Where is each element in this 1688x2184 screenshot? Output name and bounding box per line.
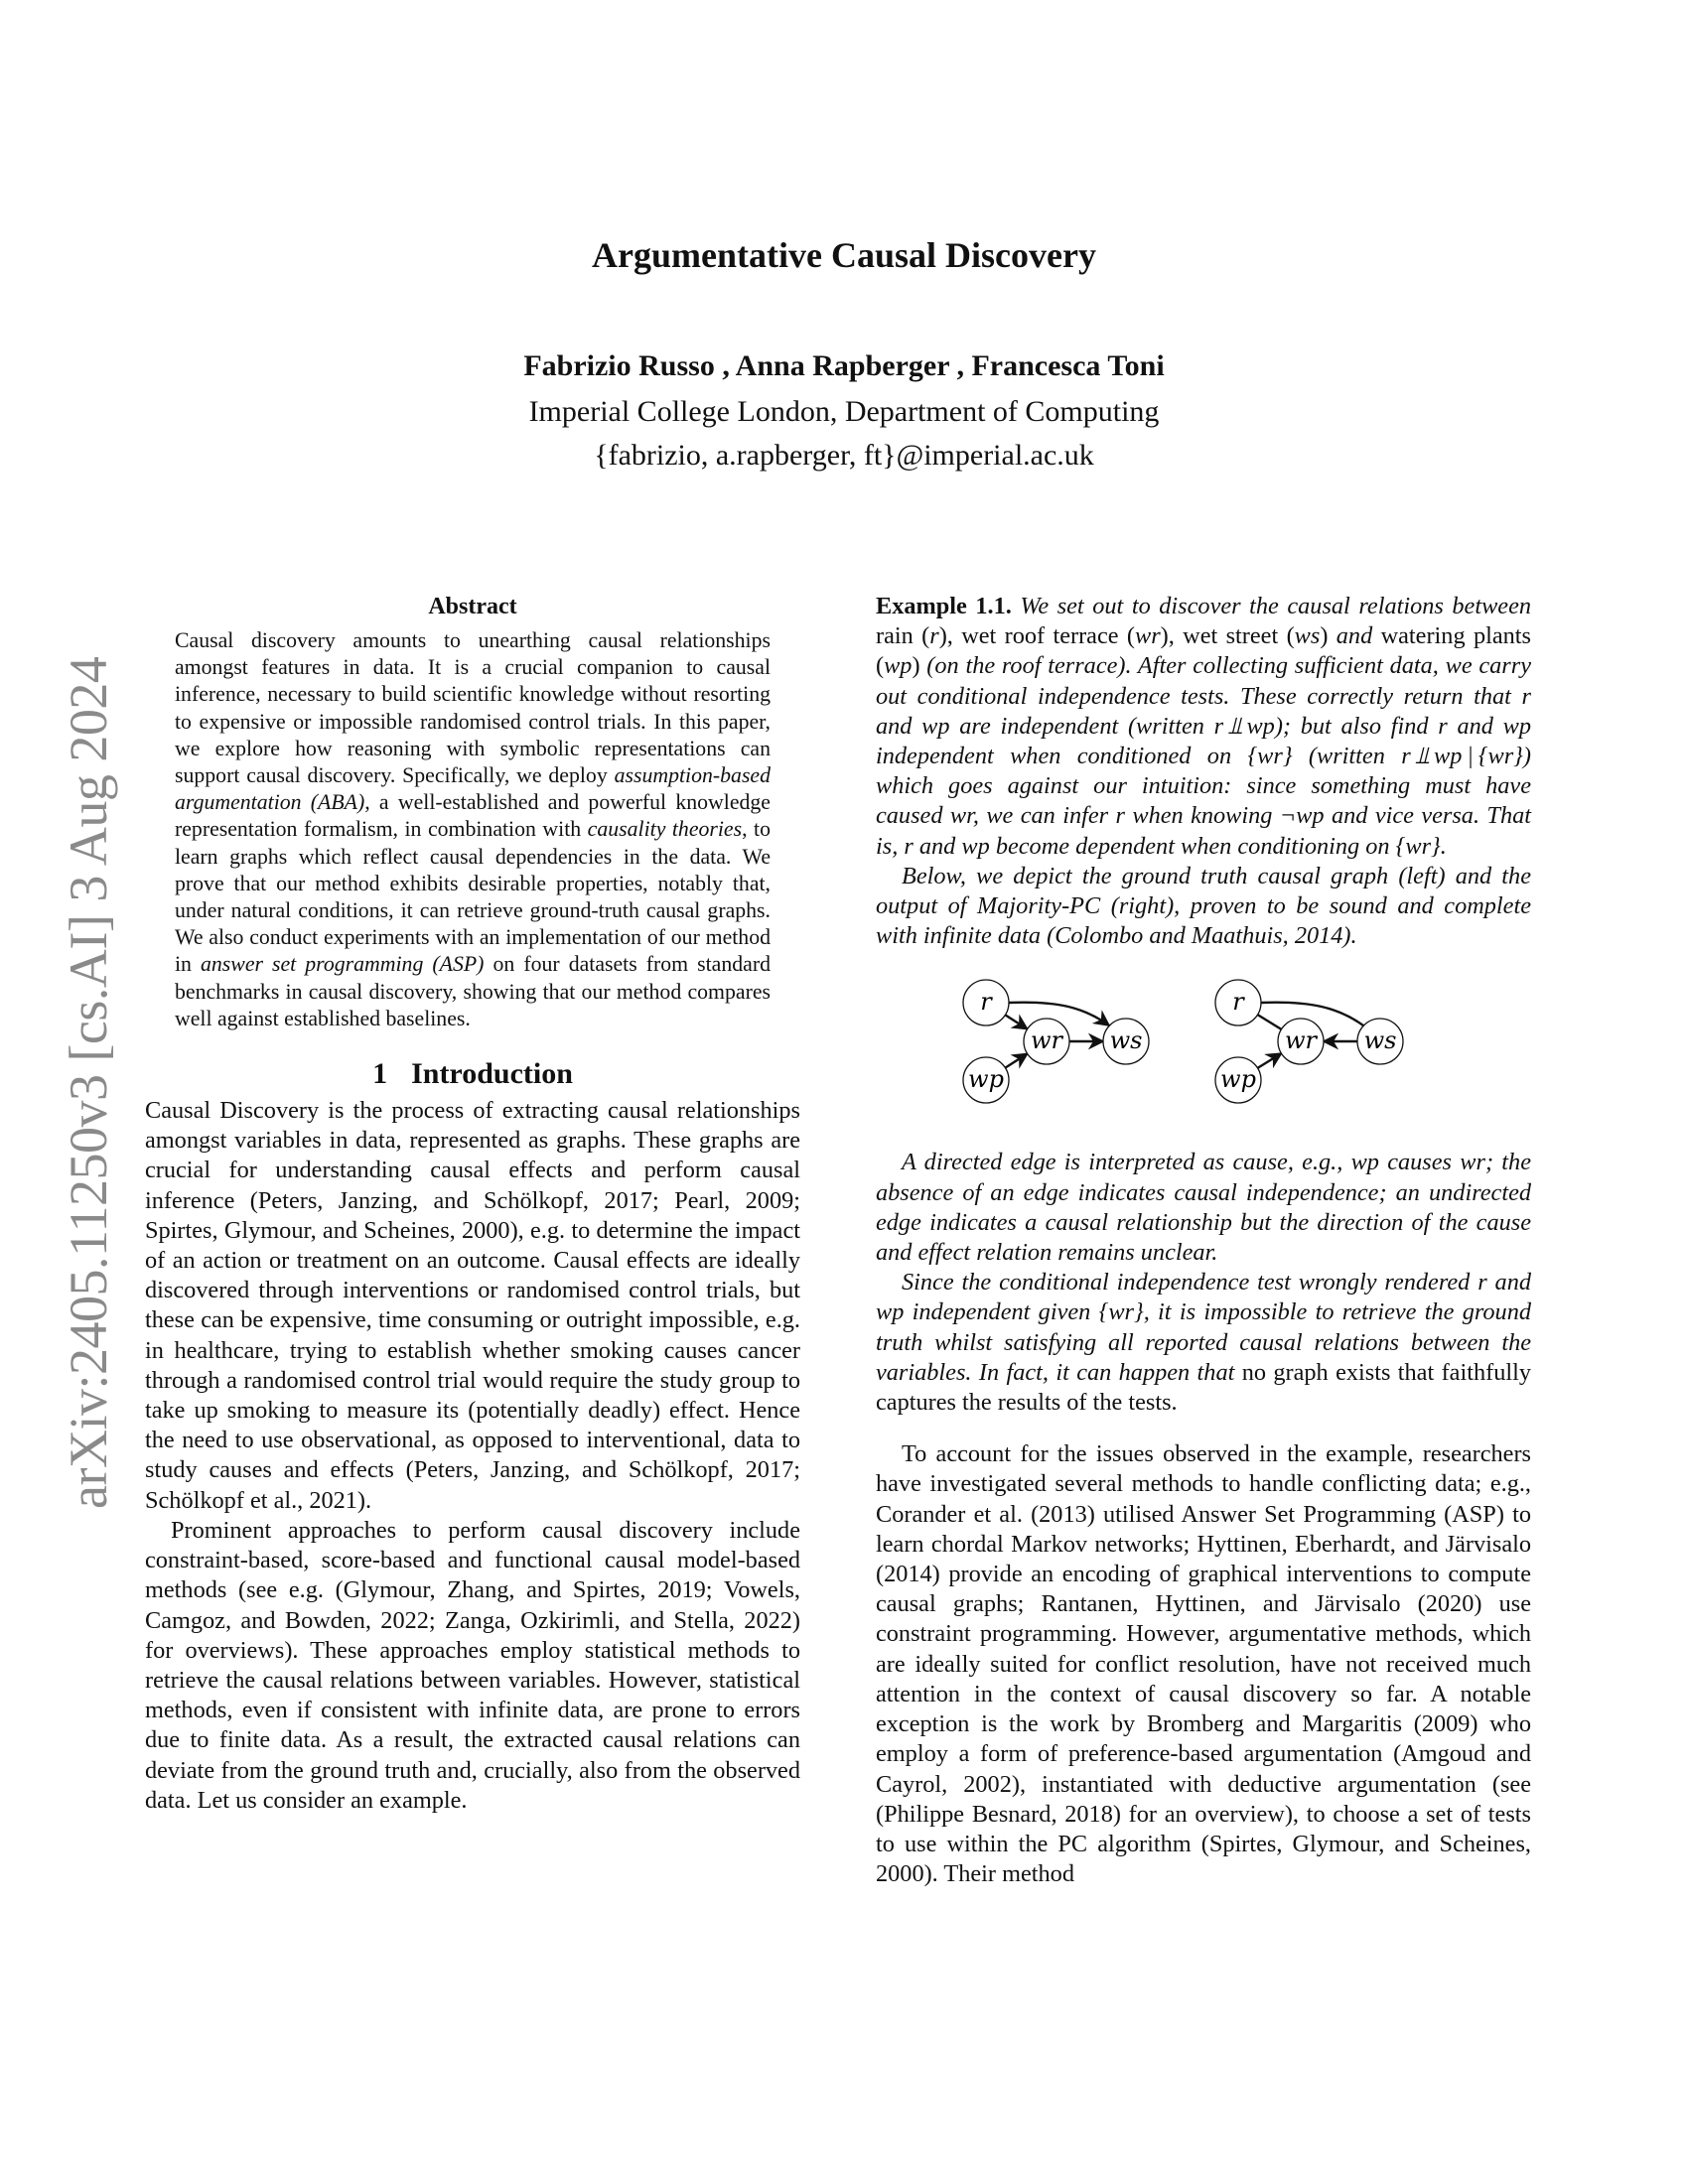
arxiv-identifier-stamp: arXiv:2405.11250v3 [cs.AI] 3 Aug 2024 xyxy=(59,656,118,1509)
abstract-text-part: , to learn graphs which reflect causal dependencies in the data. We prove that our method exhibits desirable properties, notably that, under natural conditions, it can retrieve ground-truth causal graphs. We also conduct experiments with an implementation of our method in xyxy=(175,817,771,977)
abstract-text xyxy=(175,627,771,1032)
abstract-term-asp: answer set programming (ASP) xyxy=(201,952,485,977)
example-paragraph-1 xyxy=(876,592,1531,862)
example-paragraph-3: A directed edge is interpreted as cause, e.g., wp causes wr; the absence of an edge indicates causal independence; an undirected edge indicates a causal relationship but the direction of the cause and effect relation remains unclear. xyxy=(876,1149,1531,1267)
affiliation: Imperial College London, Department of Computing xyxy=(528,395,1160,428)
example-text: and xyxy=(1328,622,1381,650)
variable-ws: ws xyxy=(1294,622,1321,650)
abstract-term-causality-theories: causality theories xyxy=(587,817,743,842)
node-label-r: r xyxy=(980,988,992,1017)
example-text: rain ( xyxy=(876,622,930,650)
abstract-section xyxy=(175,592,771,1032)
abstract-term-aba: assumption-based argumentation (ABA) xyxy=(175,763,771,815)
abstract-text-part: , a well-established and powerful knowledge representation formalism, in combination with xyxy=(175,790,771,842)
example-text: Since the conditional independence test wrongly rendered r and wp independent given {wr}, it is impossible to retrieve the ground truth whilst satisfying all reported causal relations between the variables. In fact, it can happen that xyxy=(876,1269,1531,1386)
related-work-paragraph: To account for the issues observed in the example, researchers have investigated several methods to handle conflicting data; e.g., Corander et al. (2013) utilised Answer Set Programming (ASP) to learn chordal Markov networks; Hyttinen, Eberhardt, and Järvisalo (2014) provide an encoding of graphical interventions to compute causal graphs; Rantanen, Hyttinen, and Järvisalo (2020) use constraint programming. However, argumentative methods, which are ideally suited for conflict resolution, have not received much attention in the context of causal discovery so far. A notable exception is the work by Bromberg and Margaritis (2009) who employ a form of preference-based argumentation (Amgoud and Cayrol, 2002), instantiated with deductive argumentation (see (Philippe Besnard, 2018) for an overview), to choose a set of tests to use within the PC algorithm (Spirtes, Glymour, and Scheines, 2000). Their method xyxy=(876,1440,1531,1888)
example-text: (on the roof terrace). After collecting sufficient data, we carry out conditional independence tests. These correctly return that r and wp are independent (written r ⫫ wp); but also find r and wp independent when conditioned on {wr} (written r ⫫ wp | {wr}) which goes against our intuition: since something must have caused wr, we can infer r when knowing ¬wp and vice versa. That is, r and wp become dependent when conditioning on {wr}. xyxy=(876,652,1531,860)
paper-title: Argumentative Causal Discovery xyxy=(592,235,1096,275)
section-number: 1 xyxy=(372,1057,388,1091)
example-label: Example 1.1. xyxy=(876,593,1012,619)
example-paragraph-4 xyxy=(876,1268,1531,1418)
ground-truth-graph xyxy=(963,980,1149,1103)
variable-r: r xyxy=(929,622,939,650)
example-text: ) xyxy=(912,652,920,680)
causal-graphs-figure xyxy=(876,967,1531,1136)
node-label-wr: wr xyxy=(1030,1026,1063,1055)
right-column xyxy=(876,592,1531,1889)
node-label-wp: wp xyxy=(1220,1065,1256,1094)
example-text: ), wet roof terrace ( xyxy=(938,622,1135,650)
example-text: no graph exists that faithfully captures the results of the tests. xyxy=(876,1358,1531,1417)
intro-paragraph-1: Causal Discovery is the process of extracting causal relationships amongst variables in data, represented as graphs. These graphs are crucial for understanding causal effects and perform causal inference (Peters, Janzing, and Schölkopf, 2017; Pearl, 2009; Spirtes, Glymour, and Scheines, 2000), e.g. to determine the impact of an action or treatment on an outcome. Causal effects are ideally discovered through interventions or randomised control trials, but these can be expensive, time consuming or outright impossible, e.g. in healthcare, trying to establish whether smoking causes cancer through a randomised control trial would require the study group to take up smoking to measure its (potentially deadly) effect. Hence the need to use observational, as opposed to interventional, data to study causes and effects (Peters, Janzing, and Schölkopf, 2017; Schölkopf et al., 2021). xyxy=(145,1097,800,1514)
node-label-r: r xyxy=(1232,988,1244,1017)
variable-wp: wp xyxy=(884,652,913,680)
edge-r-wr xyxy=(1258,1016,1282,1030)
section-heading-introduction xyxy=(145,1056,800,1092)
intro-paragraph-2: Prominent approaches to perform causal discovery include constraint-based, score-based and functional causal model-based methods (see e.g. (Glymour, Zhang, and Spirtes, 2019; Vowels, Camgoz, and Bowden, 2022; Zanga, Ozkirimli, and Stella, 2022) for overviews). These approaches employ statistical methods to retrieve the causal relations between variables. However, statistical methods, even if consistent with infinite data, are prone to errors due to finite data. As a result, the extracted causal relations can deviate from the ground truth and, crucially, also from the observed data. Let us consider an example. xyxy=(145,1516,800,1814)
abstract-text-part: on four datasets from standard benchmarks in causal discovery, showing that our method compares well against established baselines. xyxy=(175,952,771,1030)
left-column xyxy=(145,592,800,1816)
section-title: Introduction xyxy=(411,1057,573,1091)
abstract-text-part: Causal discovery amounts to unearthing causal relationships amongst features in data. It is a crucial companion to causal inference, necessary to build scientific knowledge without resorting to expensive or impossible randomised control trials. In this paper, we explore how reasoning with symbolic representations can support causal discovery. Specifically, we deploy xyxy=(175,628,771,788)
node-label-wr: wr xyxy=(1284,1026,1318,1055)
author-emails: {fabrizio, a.rapberger, ft}@imperial.ac.uk xyxy=(594,439,1094,472)
causal-graphs-svg xyxy=(876,967,1531,1136)
abstract-heading: Abstract xyxy=(428,594,517,619)
variable-wr: wr xyxy=(1134,622,1161,650)
majority-pc-graph xyxy=(1215,980,1403,1103)
node-label-ws: ws xyxy=(1363,1026,1397,1055)
example-paragraph-2: Below, we depict the ground truth causal graph (left) and the output of Majority-PC (right), proven to be sound and complete with infinite data (Colombo and Maathuis, 2014). xyxy=(876,862,1531,950)
edge-r-wr xyxy=(1005,1016,1027,1029)
example-text: ) xyxy=(1320,622,1329,650)
example-text: ), wet street ( xyxy=(1160,622,1295,650)
edge-wp-wr xyxy=(1258,1054,1282,1069)
example-text: We set out to discover the causal relations between xyxy=(1011,593,1532,619)
author-list: Fabrizio Russo , Anna Rapberger , Francesca Toni xyxy=(523,349,1165,382)
edge-wp-wr xyxy=(1005,1054,1027,1068)
node-label-wp: wp xyxy=(968,1065,1004,1094)
example-text: watering plants ( xyxy=(876,622,1531,680)
node-label-ws: ws xyxy=(1109,1026,1143,1055)
